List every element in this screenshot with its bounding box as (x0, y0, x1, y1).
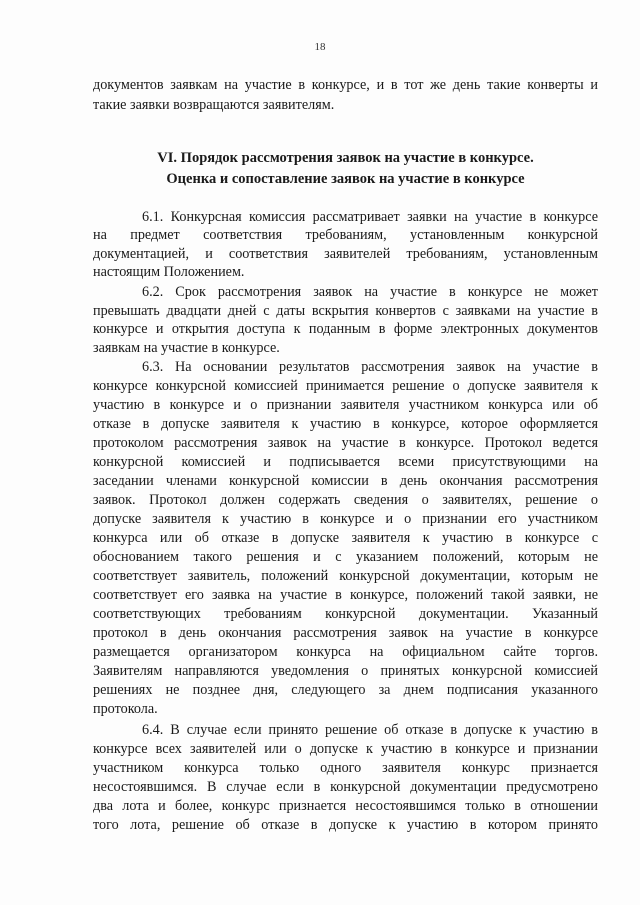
page-number: 18 (314, 41, 326, 53)
paragraph-6-1-line: документацией, и соответствия заявителей требованиям, установленным (93, 246, 598, 262)
paragraph-6-4-line: конкурсе всех заявителей или о допуске к участию в конкурсе и признании (93, 741, 598, 757)
intro-line-1: документов заявкам на участие в конкурсе, и в тот же день такие конверты и (93, 77, 598, 93)
paragraph-6-4-line: того лота, решение об отказе в допуске к участию в котором принято (93, 817, 598, 833)
paragraph-6-4-line: два лота и более, конкурс признается несостоявшимся только в отношении (93, 798, 598, 814)
paragraph-6-1-line: настоящим Положением. (93, 264, 245, 280)
paragraph-6-2-line: конкурсе и открытия доступа к поданным в форме электронных документов (93, 321, 598, 337)
paragraph-6-3-line: конкурсной комиссией и подписывается всеми присутствующими на (93, 454, 598, 470)
paragraph-6-3-line: 6.3. На основании результатов рассмотрения заявок на участие в (142, 359, 598, 375)
paragraph-6-2-line: 6.2. Срок рассмотрения заявок на участие в конкурсе не может (142, 284, 598, 300)
paragraph-6-3-line: протокола. (93, 701, 158, 717)
paragraph-6-3-line: обоснованием такого решения и с указанием положений, которым не (93, 549, 598, 565)
paragraph-6-2-line: заявкам на участие в конкурсе. (93, 340, 280, 356)
paragraph-6-3-line: соответствующих требованиям конкурсной документации. Указанный (93, 606, 598, 622)
paragraph-6-1-line: 6.1. Конкурсная комиссия рассматривает заявки на участие в конкурсе (142, 209, 598, 225)
intro-line-2: такие заявки возвращаются заявителям. (93, 97, 335, 113)
paragraph-6-4-line: несостоявшимся. В случае если в конкурсной документации предусмотрено (93, 779, 598, 795)
paragraph-6-1-line: на предмет соответствия требованиям, установленным конкурсной (93, 227, 598, 243)
paragraph-6-4-line: 6.4. В случае если принято решение об отказе в допуске к участию в (142, 722, 598, 738)
paragraph-6-3-line: размещается организатором конкурса на официальном сайте торгов. (93, 644, 598, 660)
paragraph-6-3-line: допуске заявителя к участию в конкурсе и о признании его участником (93, 511, 598, 527)
section-heading-line-1: VI. Порядок рассмотрения заявок на участие в конкурсе. (157, 150, 534, 166)
paragraph-6-3-line: протокол в день окончания рассмотрения заявок на участие в конкурсе (93, 625, 598, 641)
paragraph-6-3-line: соответствует его заявка на участие в конкурсе, положений такой заявки, не (93, 587, 598, 603)
paragraph-6-3-line: конкурса или об отказе в допуске заявителя к участию в конкурсе с (93, 530, 598, 546)
paragraph-6-3-line: заявок. Протокол должен содержать сведения о заявителях, решение о (93, 492, 598, 508)
section-heading-line-2: Оценка и сопоставление заявок на участие в конкурсе (166, 171, 525, 187)
paragraph-6-3-line: Заявителям направляются уведомления о принятых конкурсной комиссией (93, 663, 598, 679)
paragraph-6-3-line: участию в конкурсе и о признании заявителя участником конкурса или об (93, 397, 598, 413)
paragraph-6-3-line: заседании членами конкурсной комиссии в день окончания рассмотрения (93, 473, 598, 489)
paragraph-6-3-line: отказе в допуске заявителя к участию в конкурсе, которое оформляется (93, 416, 598, 432)
paragraph-6-3-line: конкурсе конкурсной комиссией принимается решение о допуске заявителя к (93, 378, 598, 394)
paragraph-6-3-line: решениях не позднее дня, следующего за днем подписания указанного (93, 682, 598, 698)
paragraph-6-4-line: участником конкурса только одного заявителя конкурс признается (93, 760, 598, 776)
paragraph-6-2-line: превышать двадцати дней с даты вскрытия конвертов с заявками на участие в (93, 303, 598, 319)
paragraph-6-3-line: соответствует заявитель, положений конкурсной документации, которым не (93, 568, 598, 584)
paragraph-6-3-line: протоколом рассмотрения заявок на участие в конкурсе. Протокол ведется (93, 435, 598, 451)
